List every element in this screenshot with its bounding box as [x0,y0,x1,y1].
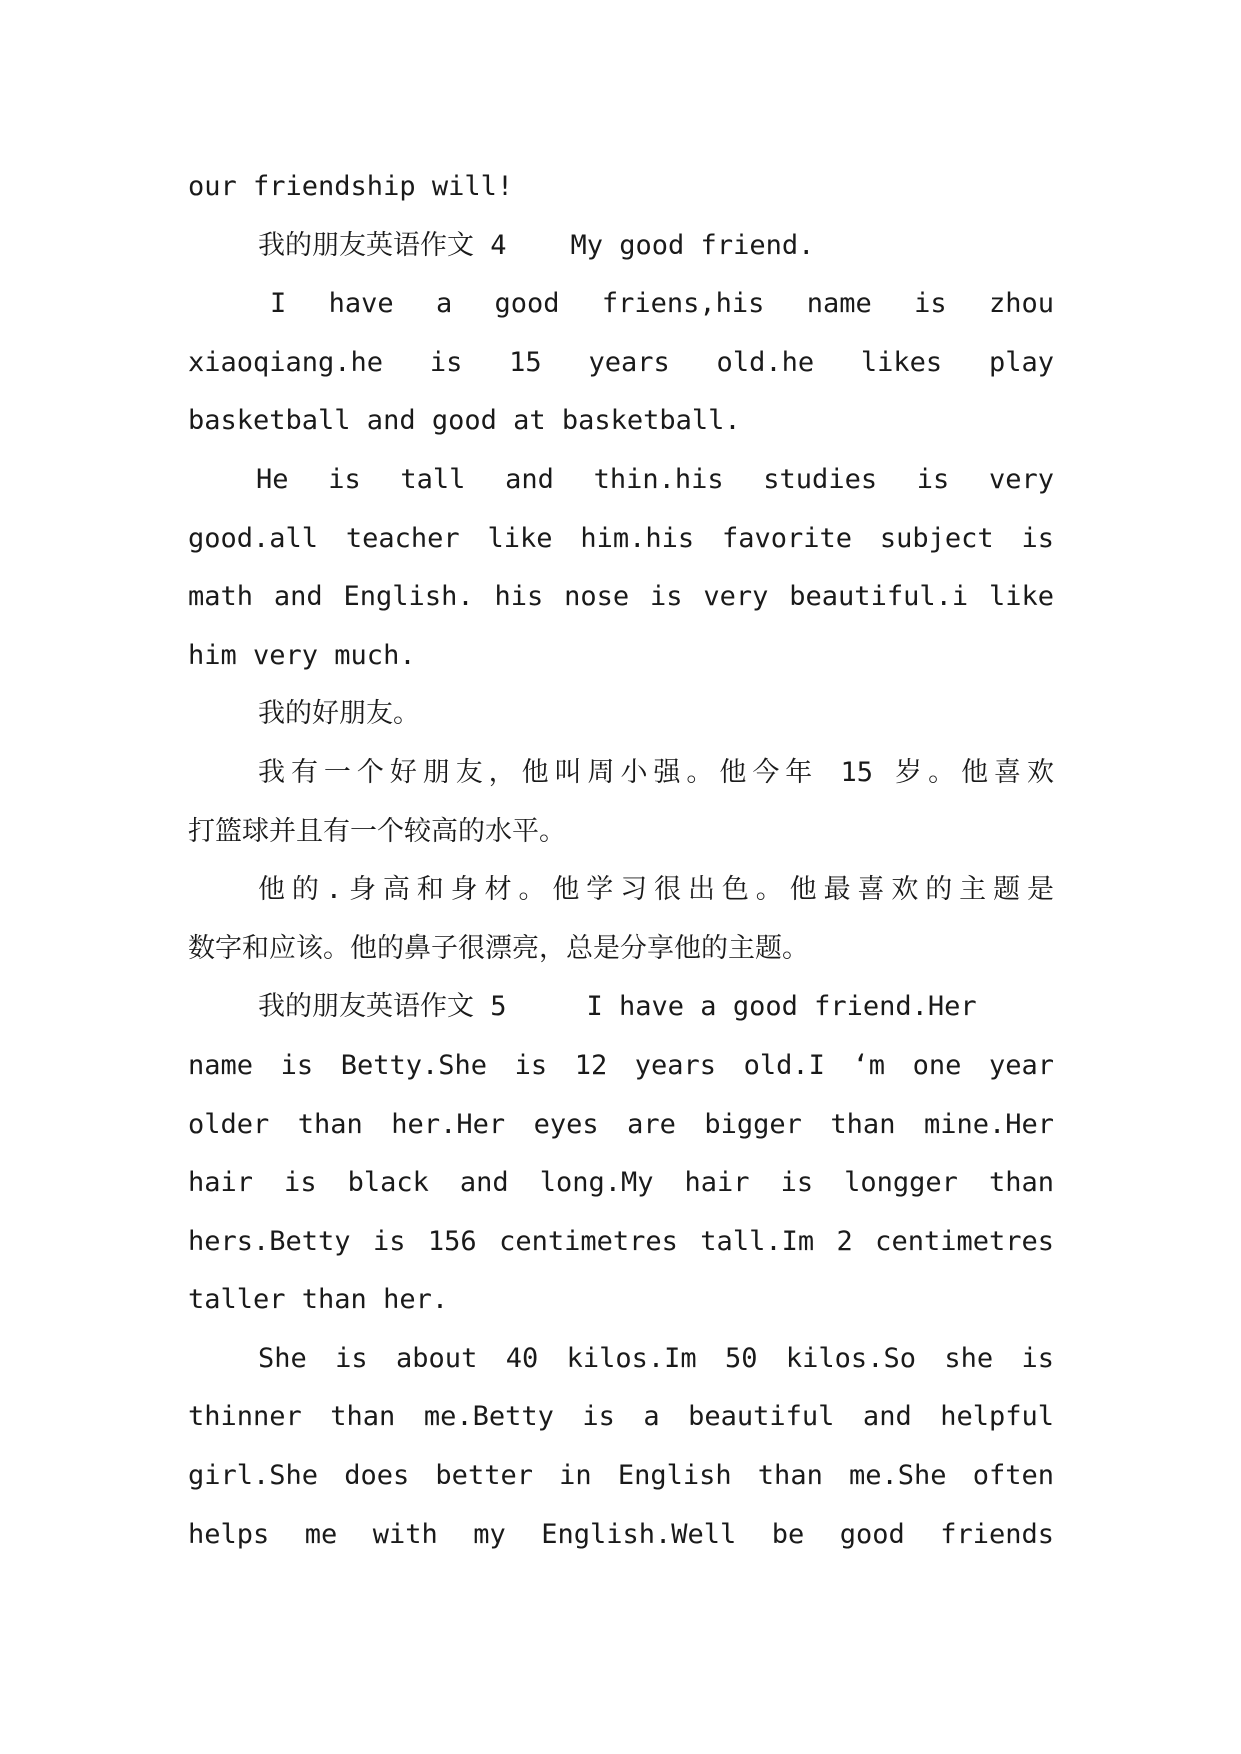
text-line: math and English. his nose is very beautiful.i like [188,581,1054,613]
heading-title: 我的朋友英语作文 4 [258,229,507,261]
text-line: hair is black and long.My hair is longger than [188,1167,1054,1199]
text-line: older than her.Her eyes are bigger than mine.Her [188,1108,1054,1140]
text-line: basketball and good at basketball. [188,405,741,437]
text-line: our friendship will! [188,171,514,202]
text-line: girl.She does better in English than me.She often [188,1460,1054,1492]
text-line: 打篮球并且有一个较高的水平。 [188,815,566,847]
section-heading-4 [188,217,1054,276]
text-line: 数字和应该。他的鼻子很漂亮，总是分享他的主题。 [188,932,809,964]
text-line: 我有一个好朋友，他叫周小强。他今年 15 岁。他喜欢 [258,756,1054,788]
section-heading-5 [188,978,1054,1037]
text-line: 他的.身高和身材。他学习很出色。他最喜欢的主题是 [258,874,1054,906]
text-line: 我的好朋友。 [258,698,420,730]
text-line: thinner than me.Betty is a beautiful and helpful [188,1401,1054,1433]
text-line: xiaoqiang.he is 15 years old.he likes play [188,346,1054,378]
text-line: good.all teacher like him.his favorite subject is [188,522,1054,554]
text-line: She is about 40 kilos.Im 50 kilos.So she is [258,1342,1054,1374]
heading-subtitle: I have a good friend.Her [586,991,977,1023]
text-line: name is Betty.She is 12 years old.I ‘m one year [188,1049,1054,1081]
text-line: helps me with my English.Well be good friends [188,1518,1054,1550]
text-line: He is tall and thin.his studies is very [256,463,1054,495]
text-line: hers.Betty is 156 centimetres tall.Im 2 centimetres [188,1225,1054,1257]
text-line: I have a good friens,his name is zhou [270,288,1054,320]
text-line: taller than her. [188,1284,449,1316]
heading-subtitle: My good friend. [570,229,815,261]
heading-title: 我的朋友英语作文 5 [258,991,507,1023]
document-body [188,158,1054,1564]
text-line: him very much. [188,639,416,671]
